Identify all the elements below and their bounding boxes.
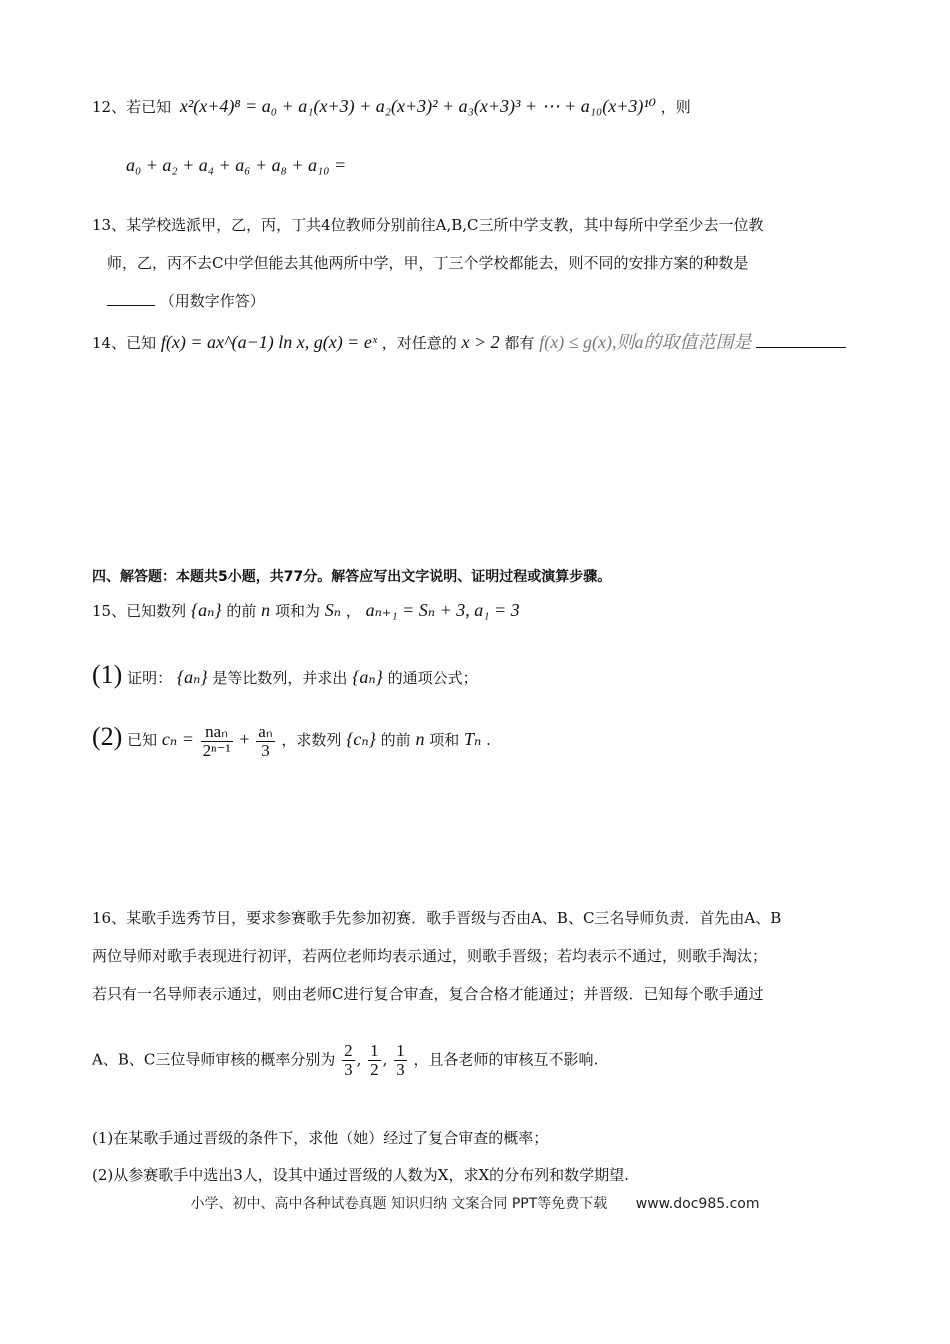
q16-line4: A、B、C三位导师审核的概率分别为 $\frac{2}{3}$ , $\frac{1}{2}$ , $\frac{1}{3}$ ，且各老师的审核互不影响. <box>92 1041 599 1079</box>
q15-fraction-1 <box>201 723 233 760</box>
q14-functions: f(x) = ax^(a−1) ln x, g(x) = eˣ <box>160 332 377 352</box>
q15-Sn: Sₙ <box>324 600 342 620</box>
q15-part2-mid3: 项和 <box>429 731 460 749</box>
q14-condition: x > 2 <box>461 332 500 352</box>
q16-line2: 两位导师对歌手表现进行初评，若两位老师均表示通过，则歌手晋级；若均表示不通过，则歌手淘汰； <box>92 947 768 965</box>
q16-probability-1 <box>342 1042 355 1079</box>
q15-n: n <box>261 600 271 620</box>
q12-label: 12、若已知 <box>92 98 172 116</box>
q16-line3: 若只有一名导师表示通过，则由老师C进行复合审查，复合合格才能通过；并晋级．已知每个歌手通过 <box>92 985 764 1003</box>
q15-part2 <box>92 722 491 759</box>
q14-label: 14、已知 <box>92 334 157 352</box>
q16-line4-suffix: ，且各老师的审核互不影响. <box>413 1050 599 1069</box>
q15-relation: aₙ₊₁ = Sₙ + 3, a₁ = 3 <box>365 600 520 620</box>
q15-part1-suffix: 的通项公式； <box>387 669 478 687</box>
q13-line1: 13、某学校选派甲，乙，丙，丁共4位教师分别前往A,B,C三所中学支教，其中每所中学至少去一位教 <box>92 216 764 234</box>
q15-part1-sequence: {aₙ} <box>176 667 208 687</box>
q14-relation: f(x) ≤ g(x),则a的取值范围是 <box>539 332 752 352</box>
q16-probability-2-numerator: 1 <box>370 1041 379 1060</box>
q13-line3 <box>107 290 265 311</box>
q16-part1: (1)在某歌手通过晋级的条件下，求他（她）经过了复合审查的概率； <box>92 1129 549 1147</box>
q13-line2: 师，乙，丙不去C中学但能去其他两所中学，甲，丁三个学校都能去，则不同的安排方案的种数是 <box>107 254 749 272</box>
q15-mid: 的前 <box>226 602 257 620</box>
q15-part1-sequence-2: {aₙ} <box>352 667 383 687</box>
q15-label: 15、已知数列 <box>92 602 187 620</box>
q12-line1 <box>92 96 691 117</box>
q16-probability-2-denominator: 2 <box>370 1059 379 1079</box>
q16-part2: (2)从参赛歌手中选出3人，设其中通过晋级的人数为X，求X的分布列和数学期望. <box>92 1166 629 1184</box>
q15-fraction-1-numerator: naₙ <box>205 721 228 741</box>
page-footer <box>0 1193 950 1213</box>
q15-part2-mid: ，求数列 <box>281 731 342 749</box>
q13-instruction: （用数字作答） <box>159 292 265 310</box>
footer-text: 小学、初中、高中各种试卷真题 知识归纳 文案合同 PPT等免费下载 <box>190 1196 608 1212</box>
q15-fraction-1-denominator: 2ⁿ⁻¹ <box>202 740 231 760</box>
footer-url: www.doc985.com <box>635 1196 760 1212</box>
q12-equation: x²(x+4)⁸ = a₀ + a₁(x+3) + a₂(x+3)² + a₃(x+3)³ + ⋯ + a₁₀(x+3)¹⁰ <box>179 96 656 116</box>
q15-part1-mid: 是等比数列，并求出 <box>212 669 348 687</box>
q15-Tn: Tₙ <box>464 729 482 749</box>
q16-probability-3-denominator: 3 <box>396 1059 405 1079</box>
q15-sequence: {aₙ} <box>190 600 222 620</box>
q15-cn: cₙ = <box>161 729 194 749</box>
q12-tail: ，则 <box>660 98 691 116</box>
q15-part1 <box>92 660 478 690</box>
q14-mid2: 都有 <box>504 334 535 352</box>
q16-probability-1-denominator: 3 <box>344 1059 353 1079</box>
q15-plus: + <box>239 729 250 749</box>
q15-part2-mid2: 的前 <box>380 731 411 749</box>
q15-part1-number: (1) <box>92 660 123 689</box>
q15-fraction-2-numerator: aₙ <box>258 721 273 741</box>
q15-mid2: 项和为 <box>274 602 320 620</box>
q14-answer-blank <box>756 347 846 348</box>
q16-line1: 16、某歌手选秀节目，要求参赛歌手先参加初赛．歌手晋级与否由A、B、C三名导师负责．首先由A、B <box>92 909 782 927</box>
q15-fraction-2 <box>256 723 274 760</box>
q16-probability-1-numerator: 2 <box>344 1041 353 1060</box>
q15-part2-prefix: 已知 <box>127 731 158 749</box>
q14-mid: ，对任意的 <box>381 334 457 352</box>
q15-part2-end: . <box>486 731 491 749</box>
q15-part1-prefix: 证明： <box>127 669 173 687</box>
q16-probability-3 <box>394 1042 407 1079</box>
q15-fraction-2-denominator: 3 <box>256 741 274 760</box>
q15-line1 <box>92 600 520 621</box>
q15-part2-number: (2) <box>92 722 123 751</box>
q13-answer-blank <box>107 305 155 306</box>
q16-line4-prefix: A、B、C三位导师审核的概率分别为 <box>92 1050 336 1069</box>
q15-cn-sequence: {cₙ} <box>346 729 376 749</box>
q16-probability-2 <box>368 1042 381 1079</box>
section-4-heading: 四、解答题：本题共5小题，共77分。解答应写出文字说明、证明过程或演算步骤。 <box>92 569 612 585</box>
q16-probability-3-numerator: 1 <box>396 1041 405 1060</box>
q15-comma: ， <box>345 602 361 620</box>
q14-line <box>92 328 846 354</box>
q12-sum-expression: a₀ + a₂ + a₄ + a₆ + a₈ + a₁₀ = <box>126 155 347 175</box>
q15-part2-n: n <box>415 729 425 749</box>
